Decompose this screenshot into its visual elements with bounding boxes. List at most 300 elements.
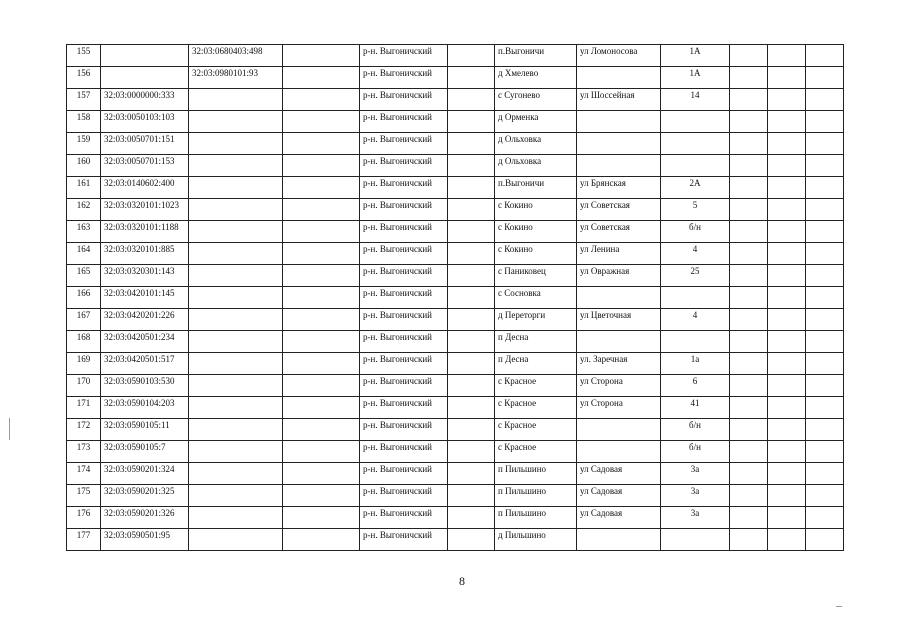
empty-cell [806,309,844,331]
street-cell: ул Советская [577,199,661,221]
scan-artifact-right [836,606,842,607]
empty-cell [730,441,768,463]
row-number-cell: 167 [67,309,101,331]
empty-cell [768,463,806,485]
empty-cell [768,529,806,551]
locality-cell: с Кокино [495,199,577,221]
empty-cell [768,67,806,89]
house-number-cell: 4 [661,243,730,265]
cadastral-number-alt-cell: 32:03:0980101:93 [189,67,283,89]
empty-cell [283,199,360,221]
empty-cell [283,529,360,551]
locality-cell: с Красное [495,375,577,397]
empty-cell [768,221,806,243]
empty-cell [448,265,495,287]
cadastral-number-cell [101,45,189,67]
empty-cell [806,243,844,265]
empty-cell [730,485,768,507]
row-number-cell: 176 [67,507,101,529]
empty-cell [806,265,844,287]
empty-cell [730,243,768,265]
empty-cell [806,287,844,309]
empty-cell [283,397,360,419]
district-cell: р-н. Выгоничский [360,67,448,89]
table-row [67,331,844,353]
district-cell: р-н. Выгоничский [360,485,448,507]
page-number: 8 [459,574,465,588]
row-number-cell: 159 [67,133,101,155]
empty-cell [768,309,806,331]
street-cell: ул Садовая [577,463,661,485]
locality-cell: д Пильшино [495,529,577,551]
row-number-cell: 166 [67,287,101,309]
house-number-cell: 3а [661,463,730,485]
row-number-cell: 173 [67,441,101,463]
empty-cell [283,89,360,111]
locality-cell: п Пильшино [495,485,577,507]
locality-cell: с Кокино [495,243,577,265]
house-number-cell: 6 [661,375,730,397]
cadastral-number-alt-cell [189,463,283,485]
empty-cell [283,507,360,529]
row-number-cell: 163 [67,221,101,243]
district-cell: р-н. Выгоничский [360,441,448,463]
cadastral-number-alt-cell [189,155,283,177]
house-number-cell: 4 [661,309,730,331]
cadastral-number-alt-cell [189,485,283,507]
empty-cell [283,265,360,287]
empty-cell [730,287,768,309]
registry-table-body [67,45,844,551]
empty-cell [448,485,495,507]
cadastral-number-cell: 32:03:0590105:11 [101,419,189,441]
empty-cell [283,155,360,177]
empty-cell [730,221,768,243]
row-number-cell: 169 [67,353,101,375]
empty-cell [806,155,844,177]
cadastral-number-alt-cell [189,199,283,221]
empty-cell [283,221,360,243]
empty-cell [283,463,360,485]
empty-cell [448,375,495,397]
table-row [67,485,844,507]
empty-cell [806,529,844,551]
empty-cell [768,111,806,133]
house-number-cell: 5 [661,199,730,221]
street-cell: ул Садовая [577,507,661,529]
empty-cell [806,375,844,397]
street-cell: ул Сторона [577,397,661,419]
locality-cell: д Ольховка [495,155,577,177]
row-number-cell: 156 [67,67,101,89]
street-cell [577,111,661,133]
empty-cell [448,67,495,89]
row-number-cell: 170 [67,375,101,397]
empty-cell [448,441,495,463]
empty-cell [768,397,806,419]
row-number-cell: 161 [67,177,101,199]
cadastral-number-alt-cell [189,529,283,551]
district-cell: р-н. Выгоничский [360,89,448,111]
street-cell: ул Ленина [577,243,661,265]
empty-cell [448,287,495,309]
cadastral-number-cell: 32:03:0590104:203 [101,397,189,419]
empty-cell [448,221,495,243]
locality-cell: п Десна [495,353,577,375]
district-cell: р-н. Выгоничский [360,221,448,243]
street-cell [577,133,661,155]
street-cell [577,419,661,441]
street-cell [577,441,661,463]
empty-cell [283,177,360,199]
empty-cell [448,89,495,111]
cadastral-number-alt-cell [189,177,283,199]
house-number-cell [661,529,730,551]
house-number-cell: б/н [661,419,730,441]
empty-cell [768,485,806,507]
street-cell [577,529,661,551]
empty-cell [806,45,844,67]
table-row [67,529,844,551]
row-number-cell: 165 [67,265,101,287]
empty-cell [448,397,495,419]
district-cell: р-н. Выгоничский [360,199,448,221]
house-number-cell: 41 [661,397,730,419]
table-row [67,111,844,133]
empty-cell [730,529,768,551]
empty-cell [806,89,844,111]
table-row [67,89,844,111]
cadastral-number-cell: 32:03:0420101:145 [101,287,189,309]
empty-cell [730,155,768,177]
table-row [67,375,844,397]
table-row [67,177,844,199]
empty-cell [730,67,768,89]
locality-cell: с Красное [495,419,577,441]
locality-cell: д Орменка [495,111,577,133]
table-row [67,265,844,287]
cadastral-number-cell: 32:03:0420501:517 [101,353,189,375]
empty-cell [806,419,844,441]
empty-cell [730,133,768,155]
district-cell: р-н. Выгоничский [360,397,448,419]
district-cell: р-н. Выгоничский [360,265,448,287]
table-row [67,243,844,265]
empty-cell [730,45,768,67]
empty-cell [730,177,768,199]
empty-cell [768,89,806,111]
street-cell: ул Брянская [577,177,661,199]
cadastral-number-cell: 32:03:0320101:1188 [101,221,189,243]
house-number-cell: б/н [661,221,730,243]
empty-cell [730,199,768,221]
cadastral-number-cell: 32:03:0590201:324 [101,463,189,485]
empty-cell [448,199,495,221]
district-cell: р-н. Выгоничский [360,463,448,485]
table-row [67,45,844,67]
empty-cell [806,199,844,221]
locality-cell: с Красное [495,441,577,463]
empty-cell [448,331,495,353]
cadastral-number-cell: 32:03:0590103:530 [101,375,189,397]
house-number-cell [661,111,730,133]
row-number-cell: 160 [67,155,101,177]
locality-cell: п Десна [495,331,577,353]
empty-cell [768,133,806,155]
locality-cell: п Пильшино [495,507,577,529]
street-cell: ул Ломоносова [577,45,661,67]
empty-cell [448,353,495,375]
empty-cell [448,243,495,265]
table-row [67,463,844,485]
table-row [67,199,844,221]
house-number-cell: б/н [661,441,730,463]
cadastral-number-cell: 32:03:0320101:1023 [101,199,189,221]
row-number-cell: 162 [67,199,101,221]
empty-cell [806,221,844,243]
empty-cell [768,507,806,529]
empty-cell [806,331,844,353]
cadastral-number-cell: 32:03:0590201:326 [101,507,189,529]
empty-cell [730,331,768,353]
empty-cell [768,45,806,67]
empty-cell [768,155,806,177]
cadastral-number-alt-cell [189,265,283,287]
empty-cell [730,309,768,331]
table-row [67,67,844,89]
cadastral-number-alt-cell [189,287,283,309]
district-cell: р-н. Выгоничский [360,177,448,199]
row-number-cell: 171 [67,397,101,419]
street-cell: ул Советская [577,221,661,243]
street-cell: ул Цветочная [577,309,661,331]
cadastral-number-cell: 32:03:0420201:226 [101,309,189,331]
empty-cell [768,177,806,199]
district-cell: р-н. Выгоничский [360,419,448,441]
locality-cell: п.Выгоничи [495,45,577,67]
street-cell: ул Овражная [577,265,661,287]
empty-cell [448,309,495,331]
registry-table [66,44,844,551]
empty-cell [283,111,360,133]
locality-cell: с Кокино [495,221,577,243]
empty-cell [806,353,844,375]
empty-cell [448,111,495,133]
district-cell: р-н. Выгоничский [360,529,448,551]
empty-cell [730,353,768,375]
empty-cell [806,133,844,155]
empty-cell [768,243,806,265]
street-cell: ул Сторона [577,375,661,397]
cadastral-number-alt-cell [189,111,283,133]
house-number-cell: 14 [661,89,730,111]
cadastral-number-alt-cell [189,221,283,243]
empty-cell [768,287,806,309]
district-cell: р-н. Выгоничский [360,507,448,529]
row-number-cell: 175 [67,485,101,507]
table-row [67,397,844,419]
cadastral-number-cell: 32:03:0050103:103 [101,111,189,133]
empty-cell [768,375,806,397]
empty-cell [283,441,360,463]
row-number-cell: 172 [67,419,101,441]
empty-cell [730,89,768,111]
empty-cell [283,419,360,441]
empty-cell [448,133,495,155]
district-cell: р-н. Выгоничский [360,155,448,177]
locality-cell: п.Выгоничи [495,177,577,199]
house-number-cell [661,155,730,177]
empty-cell [448,177,495,199]
cadastral-number-alt-cell [189,309,283,331]
empty-cell [448,529,495,551]
empty-cell [448,155,495,177]
locality-cell: д Ольховка [495,133,577,155]
house-number-cell [661,133,730,155]
empty-cell [283,309,360,331]
district-cell: р-н. Выгоничский [360,287,448,309]
empty-cell [806,463,844,485]
house-number-cell: 1А [661,67,730,89]
empty-cell [806,111,844,133]
cadastral-number-alt-cell [189,353,283,375]
empty-cell [283,331,360,353]
empty-cell [730,507,768,529]
empty-cell [730,463,768,485]
district-cell: р-н. Выгоничский [360,331,448,353]
empty-cell [768,353,806,375]
street-cell [577,287,661,309]
cadastral-number-cell: 32:03:0320101:885 [101,243,189,265]
empty-cell [283,287,360,309]
empty-cell [283,67,360,89]
empty-cell [768,441,806,463]
cadastral-number-alt-cell: 32:03:0680403:498 [189,45,283,67]
district-cell: р-н. Выгоничский [360,111,448,133]
empty-cell [283,353,360,375]
cadastral-number-alt-cell [189,397,283,419]
row-number-cell: 157 [67,89,101,111]
locality-cell: с Сугонево [495,89,577,111]
locality-cell: п Пильшино [495,463,577,485]
empty-cell [768,331,806,353]
table-row [67,507,844,529]
empty-cell [448,507,495,529]
scan-artifact-left [9,418,10,440]
cadastral-number-cell [101,67,189,89]
locality-cell: с Паниковец [495,265,577,287]
table-row [67,155,844,177]
cadastral-number-alt-cell [189,375,283,397]
house-number-cell: 3а [661,485,730,507]
cadastral-number-alt-cell [189,419,283,441]
cadastral-number-alt-cell [189,331,283,353]
district-cell: р-н. Выгоничский [360,133,448,155]
table-row [67,353,844,375]
cadastral-number-cell: 32:03:0590501:95 [101,529,189,551]
empty-cell [768,265,806,287]
empty-cell [448,419,495,441]
cadastral-number-cell: 32:03:0320301:143 [101,265,189,287]
cadastral-number-cell: 32:03:0420501:234 [101,331,189,353]
street-cell: ул. Заречная [577,353,661,375]
house-number-cell: 2А [661,177,730,199]
empty-cell [730,419,768,441]
table-row [67,133,844,155]
empty-cell [806,177,844,199]
empty-cell [730,375,768,397]
cadastral-number-alt-cell [189,89,283,111]
district-cell: р-н. Выгоничский [360,243,448,265]
house-number-cell: 3а [661,507,730,529]
house-number-cell: 1А [661,45,730,67]
empty-cell [768,419,806,441]
empty-cell [283,133,360,155]
table-row [67,309,844,331]
house-number-cell: 1а [661,353,730,375]
empty-cell [283,485,360,507]
street-cell [577,155,661,177]
house-number-cell [661,287,730,309]
empty-cell [283,45,360,67]
empty-cell [283,243,360,265]
locality-cell: с Сосновка [495,287,577,309]
empty-cell [768,199,806,221]
district-cell: р-н. Выгоничский [360,309,448,331]
street-cell [577,67,661,89]
empty-cell [448,45,495,67]
cadastral-number-cell: 32:03:0050701:153 [101,155,189,177]
empty-cell [806,441,844,463]
district-cell: р-н. Выгоничский [360,375,448,397]
row-number-cell: 158 [67,111,101,133]
cadastral-number-alt-cell [189,243,283,265]
street-cell: ул Садовая [577,485,661,507]
cadastral-number-alt-cell [189,441,283,463]
cadastral-number-alt-cell [189,133,283,155]
cadastral-number-cell: 32:03:0140602:400 [101,177,189,199]
table-row [67,287,844,309]
table-row [67,419,844,441]
empty-cell [283,375,360,397]
row-number-cell: 177 [67,529,101,551]
empty-cell [448,463,495,485]
empty-cell [806,507,844,529]
cadastral-number-cell: 32:03:0050701:151 [101,133,189,155]
row-number-cell: 174 [67,463,101,485]
cadastral-number-cell: 32:03:0590201:325 [101,485,189,507]
empty-cell [730,397,768,419]
locality-cell: д Переторги [495,309,577,331]
street-cell: ул Шоссейная [577,89,661,111]
district-cell: р-н. Выгоничский [360,353,448,375]
row-number-cell: 164 [67,243,101,265]
empty-cell [806,67,844,89]
row-number-cell: 155 [67,45,101,67]
locality-cell: с Красное [495,397,577,419]
cadastral-number-cell: 32:03:0000000:333 [101,89,189,111]
locality-cell: д Хмелево [495,67,577,89]
cadastral-number-cell: 32:03:0590105:7 [101,441,189,463]
empty-cell [730,111,768,133]
empty-cell [806,485,844,507]
empty-cell [806,397,844,419]
empty-cell [730,265,768,287]
table-row [67,221,844,243]
house-number-cell [661,331,730,353]
table-row [67,441,844,463]
district-cell: р-н. Выгоничский [360,45,448,67]
